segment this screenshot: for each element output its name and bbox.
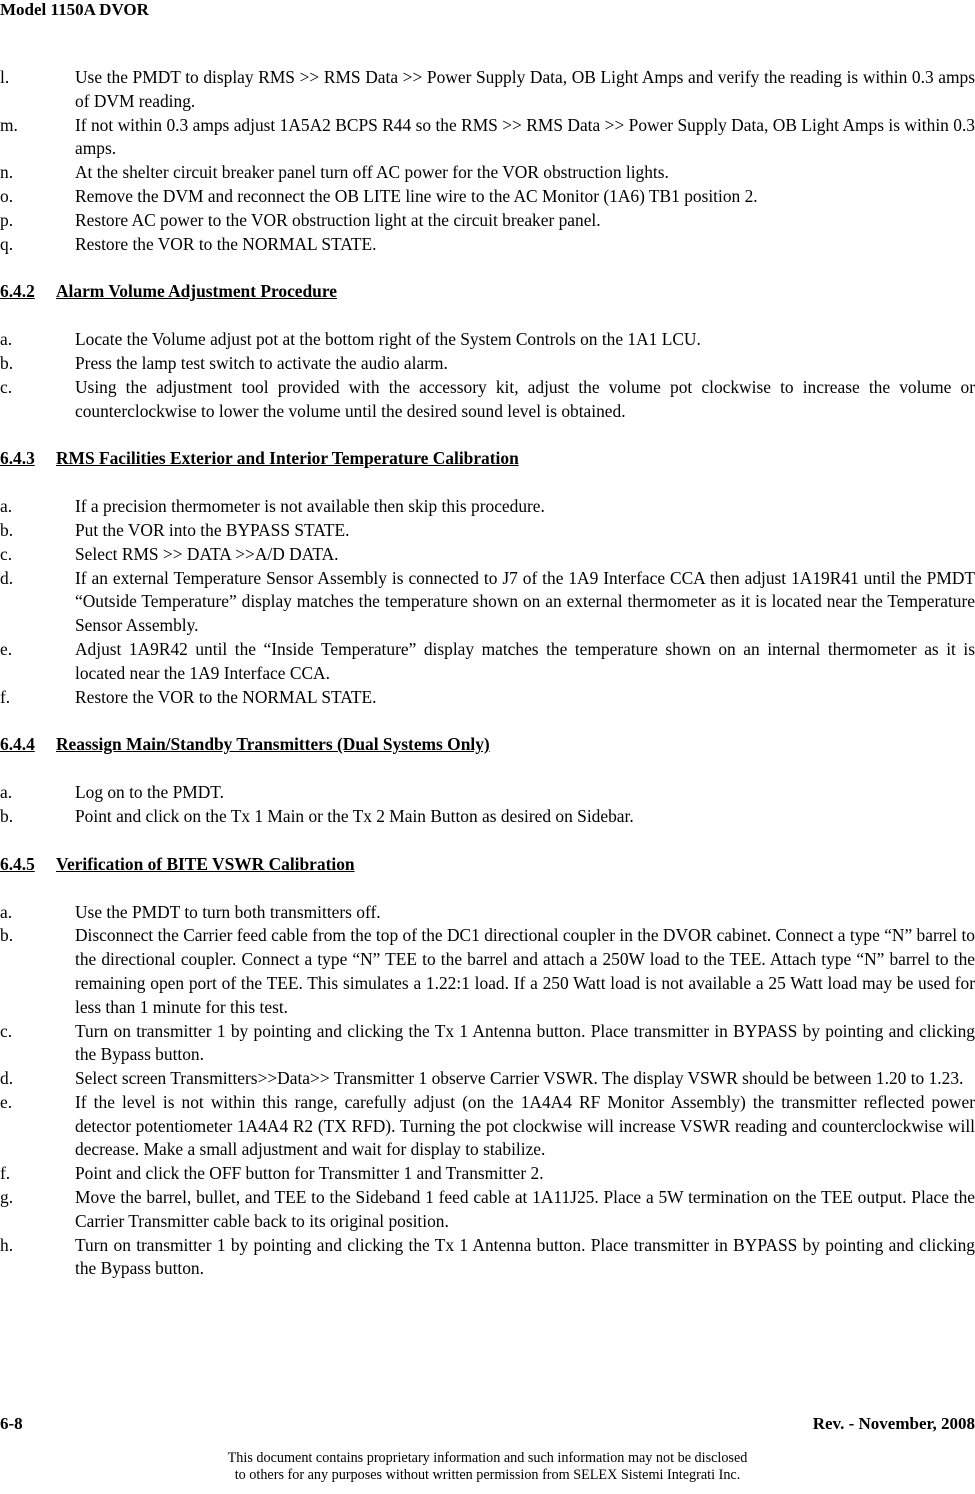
section-number: 6.4.3 — [0, 448, 35, 469]
item-letter: a. — [0, 901, 13, 922]
item-text: Use the PMDT to turn both transmitters off. — [75, 901, 381, 922]
item-text: If not within 0.3 amps adjust 1A5A2 BCPS R44 so the RMS >> RMS Data >> Power Supply Data, OB Light Amps is within 0.3 amps. — [75, 114, 975, 159]
page-number: 6-8 — [0, 1414, 23, 1433]
item-letter: h. — [0, 1234, 14, 1255]
page-footer — [0, 1413, 975, 1435]
item-text: Select screen Transmitters>>Data>> Transmitter 1 observe Carrier VSWR. The display VSWR should be between 1.20 to 1.23. — [75, 1068, 964, 1089]
list-item — [0, 1234, 975, 1282]
list-item — [0, 686, 975, 710]
section-title: Reassign Main/Standby Transmitters (Dual Systems Only) — [56, 734, 490, 755]
item-letter: b. — [0, 805, 14, 826]
item-letter: f. — [0, 1163, 11, 1184]
list-item — [0, 376, 975, 424]
item-text: Restore the VOR to the NORMAL STATE. — [75, 233, 377, 254]
notice-line: to others for any purposes without written permission from SELEX Sistemi Integrati Inc. — [234, 1467, 741, 1483]
page-content — [0, 66, 975, 1281]
section-heading — [0, 280, 975, 304]
list-item — [0, 638, 975, 686]
item-letter: a. — [0, 329, 13, 350]
item-text: Turn on transmitter 1 by pointing and clicking the Tx 1 Antenna button. Place transmitter in BYPASS by pointing and clicking the Bypass button. — [75, 1020, 975, 1065]
item-text: Use the PMDT to display RMS >> RMS Data >> Power Supply Data, OB Light Amps and verify the reading is within 0.3 amps of DVM reading. — [75, 67, 975, 111]
section-title: Verification of BITE VSWR Calibration — [56, 853, 355, 874]
item-text: Adjust 1A9R42 until the “Inside Temperature” display matches the temperature shown on an internal thermometer as it is located near the 1A9 Interface CCA. — [75, 638, 975, 683]
section-number: 6.4.2 — [0, 281, 35, 302]
proprietary-notice — [0, 1450, 975, 1484]
page-header-title: Model 1150A DVOR — [0, 0, 149, 19]
item-text: If an external Temperature Sensor Assembly is connected to J7 of the 1A9 Interface CCA then adjust 1A19R41 until the PMDT “Outside Temperature” display matches the temperature shown on an external thermometer as it is located near the Temperature Sensor Assembly. — [75, 567, 975, 636]
item-letter: o. — [0, 185, 14, 206]
item-text: Restore the VOR to the NORMAL STATE. — [75, 686, 377, 707]
list-item — [0, 185, 975, 209]
list-item — [0, 161, 975, 185]
item-letter: b. — [0, 925, 14, 946]
item-letter: d. — [0, 567, 14, 588]
list-item — [0, 901, 975, 925]
list-item — [0, 924, 975, 1019]
list-item — [0, 495, 975, 519]
item-text: If the level is not within this range, carefully adjust (on the 1A4A4 RF Monitor Assembly) the transmitter reflected power detector potentiometer 1A4A4 R2 (TX RFD). Turning the pot clockwise will increase VSWR reading and counterclockwise will decrease. Make a small adjustment and wait for display to stabilize. — [75, 1091, 975, 1160]
item-text: Move the barrel, bullet, and TEE to the Sideband 1 feed cable at 1A11J25. Place a 5W termination on the TEE output. Place the Carrier Transmitter cable back to its original position. — [75, 1187, 975, 1231]
list-item — [0, 1186, 975, 1234]
list-item — [0, 1162, 975, 1186]
item-letter: a. — [0, 496, 13, 517]
list-item — [0, 328, 975, 352]
item-letter: n. — [0, 162, 14, 183]
list-item — [0, 1020, 975, 1068]
item-text: Press the lamp test switch to activate the audio alarm. — [75, 352, 448, 373]
revision-date: Rev. - November, 2008 — [812, 1414, 975, 1433]
item-letter: c. — [0, 376, 13, 397]
item-letter: c. — [0, 543, 13, 564]
item-text: Restore AC power to the VOR obstruction light at the circuit breaker panel. — [75, 209, 601, 230]
section-title: RMS Facilities Exterior and Interior Temperature Calibration — [56, 448, 519, 469]
item-letter: q. — [0, 233, 14, 254]
list-item — [0, 114, 975, 162]
item-text: Select RMS >> DATA >>A/D DATA. — [75, 543, 339, 564]
item-text: Remove the DVM and reconnect the OB LITE line wire to the AC Monitor (1A6) TB1 position 2. — [75, 185, 758, 206]
item-letter: m. — [0, 114, 18, 135]
item-letter: p. — [0, 209, 14, 230]
list-item — [0, 519, 975, 543]
item-text: Log on to the PMDT. — [75, 782, 224, 803]
item-text: Turn on transmitter 1 by pointing and clicking the Tx 1 Antenna button. Place transmitter in BYPASS by pointing and clicking the Bypass button. — [75, 1234, 975, 1279]
item-text: Disconnect the Carrier feed cable from the top of the DC1 directional coupler in the DVOR cabinet. Connect a type “N” barrel to the directional coupler. Connect a type “N” TEE to the barrel and attach a 250W load to the TEE. Attach type “N” barrel to the remaining open port of the TEE. This simulates a 1.22:1 load. If a 250 Watt load is not available a 25 Watt load may be used for less than 1 minute for this test. — [75, 925, 975, 1017]
item-text: Point and click the OFF button for Transmitter 1 and Transmitter 2. — [75, 1163, 544, 1184]
item-letter: g. — [0, 1187, 14, 1208]
item-text: At the shelter circuit breaker panel turn off AC power for the VOR obstruction lights. — [75, 162, 669, 183]
section-number: 6.4.4 — [0, 734, 35, 755]
item-letter: b. — [0, 519, 14, 540]
list-item — [0, 805, 975, 829]
item-letter: a. — [0, 782, 13, 803]
section-title: Alarm Volume Adjustment Procedure — [56, 281, 337, 302]
notice-line: This document contains proprietary information and such information may not be disclosed — [227, 1450, 748, 1466]
list-item — [0, 1067, 975, 1091]
section-heading — [0, 733, 975, 757]
list-item — [0, 352, 975, 376]
item-text: Point and click on the Tx 1 Main or the Tx 2 Main Button as desired on Sidebar. — [75, 805, 634, 826]
list-item — [0, 233, 975, 257]
list-item — [0, 781, 975, 805]
item-letter: c. — [0, 1020, 13, 1041]
item-letter: f. — [0, 686, 11, 707]
item-letter: e. — [0, 1091, 13, 1112]
list-item — [0, 567, 975, 638]
item-text: Using the adjustment tool provided with the accessory kit, adjust the volume pot clockwise to increase the volume or counterclockwise to lower the volume until the desired sound level is obtained. — [75, 376, 975, 421]
section-heading — [0, 447, 975, 471]
item-text: Put the VOR into the BYPASS STATE. — [75, 519, 350, 540]
item-letter: b. — [0, 352, 14, 373]
item-text: If a precision thermometer is not available then skip this procedure. — [75, 496, 545, 517]
item-letter: l. — [0, 67, 10, 87]
item-letter: d. — [0, 1068, 14, 1089]
section-number: 6.4.5 — [0, 853, 35, 874]
list-item — [0, 66, 975, 114]
list-item — [0, 209, 975, 233]
item-text: Locate the Volume adjust pot at the bottom right of the System Controls on the 1A1 LCU. — [75, 329, 701, 350]
list-item — [0, 1091, 975, 1162]
list-item — [0, 543, 975, 567]
section-heading — [0, 853, 975, 877]
item-letter: e. — [0, 638, 13, 659]
